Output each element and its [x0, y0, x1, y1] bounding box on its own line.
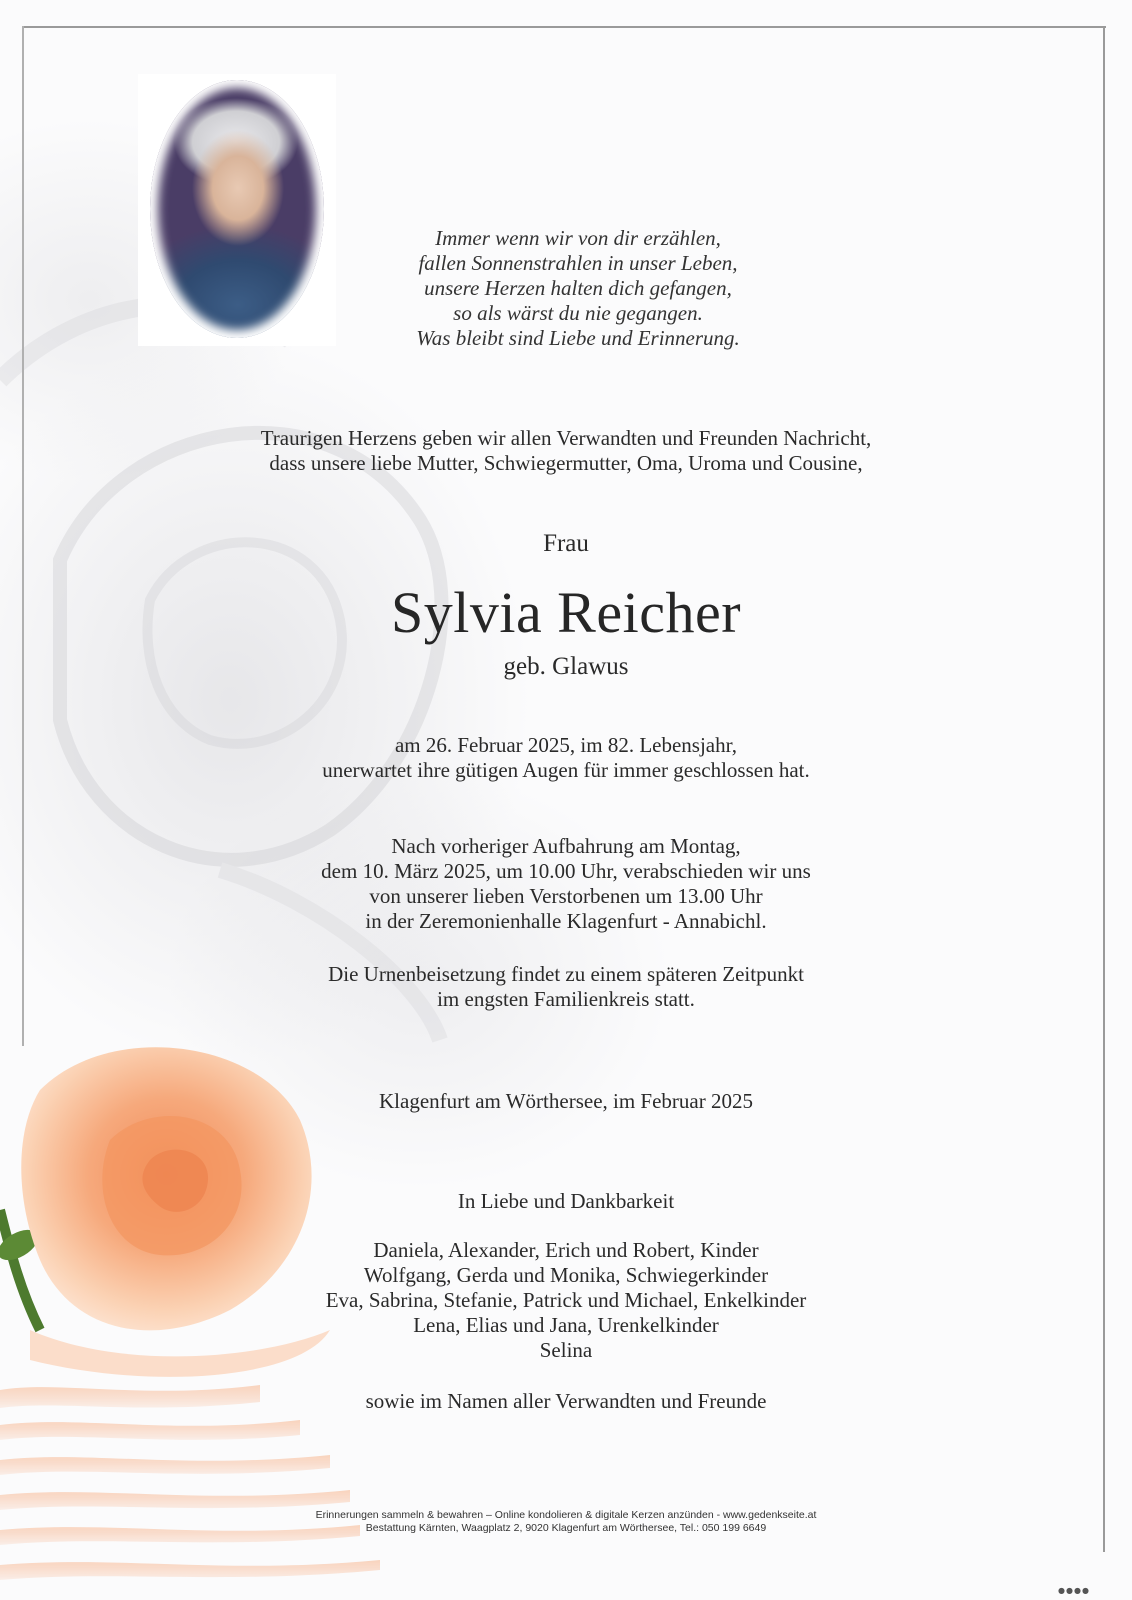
mourner-line: Daniela, Alexander, Erich und Robert, Kinder — [373, 1238, 759, 1262]
urn-line: Die Urnenbeisetzung findet zu einem späteren Zeitpunkt — [328, 962, 804, 986]
place-and-date: Klagenfurt am Wörthersee, im Februar 2025 — [379, 1089, 753, 1113]
announcement-intro — [0, 426, 1132, 476]
ceremony-line: von unserer lieben Verstorbenen um 13.00 Uhr — [369, 884, 763, 908]
mourner-line: Eva, Sabrina, Stefanie, Patrick und Michael, Enkelkinder — [325, 1288, 807, 1312]
mourner-line: Lena, Elias und Jana, Urenkelkinder — [413, 1313, 719, 1337]
ceremony-line: dem 10. März 2025, um 10.00 Uhr, verabschieden wir uns — [321, 859, 811, 883]
birth-name: geb. Glawus — [503, 653, 629, 680]
mourner-line: Selina — [539, 1338, 593, 1362]
footer-line: Bestattung Kärnten, Waagplatz 2, 9020 Klagenfurt am Wörthersee, Tel.: 050 199 6649 — [365, 1522, 767, 1534]
mourner-line: Wolfgang, Gerda und Monika, Schwiegerkinder — [363, 1263, 769, 1287]
frame-top-border — [22, 26, 1106, 28]
intro-line: dass unsere liebe Mutter, Schwiegermutter, Oma, Uroma und Cousine, — [269, 451, 863, 475]
closing-phrase: In Liebe und Dankbarkeit — [457, 1189, 675, 1213]
death-notice-line: am 26. Februar 2025, im 82. Lebensjahr, — [394, 733, 738, 757]
urn-line: im engsten Familienkreis statt. — [437, 987, 695, 1011]
ceremony-details — [0, 834, 1132, 934]
poem-line: Was bleibt sind Liebe und Erinnerung. — [416, 326, 740, 350]
poem-line: Immer wenn wir von dir erzählen, — [435, 226, 721, 250]
footer-info — [0, 1509, 1132, 1535]
ceremony-line: Nach vorheriger Aufbahrung am Montag, — [391, 834, 741, 858]
death-notice — [0, 733, 1132, 783]
deceased-name: Sylvia Reicher — [390, 580, 742, 645]
poem-line: unsere Herzen halten dich gefangen, — [424, 276, 732, 300]
printer-mark-logo: ●●●● — [1058, 1586, 1090, 1595]
poem-line: so als wärst du nie gegangen. — [453, 301, 703, 325]
on-behalf-line: sowie im Namen aller Verwandten und Freunde — [365, 1389, 767, 1413]
death-notice-line: unerwartet ihre gütigen Augen für immer geschlossen hat. — [322, 758, 810, 782]
intro-line: Traurigen Herzens geben wir allen Verwandten und Freunden Nachricht, — [260, 426, 872, 450]
salutation: Frau — [543, 530, 589, 557]
poem-line: fallen Sonnenstrahlen in unser Leben, — [418, 251, 738, 275]
memorial-poem — [268, 226, 888, 351]
footer-line: Erinnerungen sammeln & bewahren – Online kondolieren & digitale Kerzen anzünden - www.gedenkseite.at — [315, 1509, 817, 1521]
urn-burial-notice — [0, 962, 1132, 1012]
ceremony-line: in der Zeremonienhalle Klagenfurt - Annabichl. — [365, 909, 767, 933]
